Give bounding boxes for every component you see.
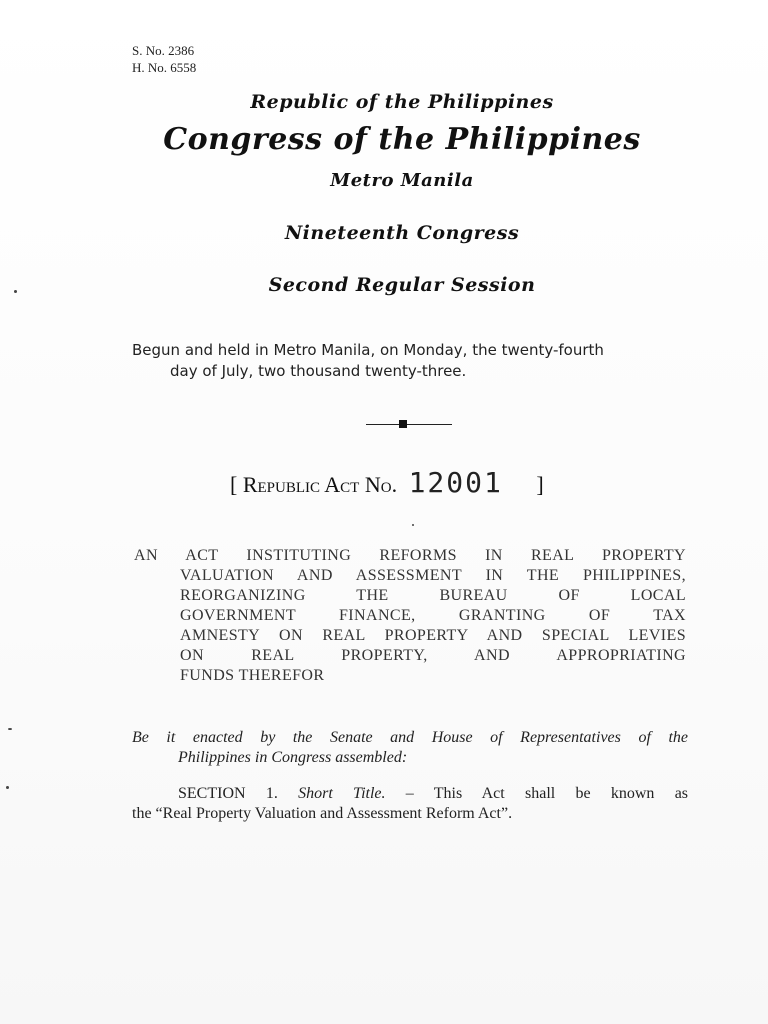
begun-line-1: Begun and held in Metro Manila, on Monday, the twenty-fourth [132,341,604,359]
scan-speck [8,728,12,730]
begun-line-2: day of July, two thousand twenty-three. [170,362,467,380]
section-1 [132,784,688,824]
ra-label: Republic Act No. [242,472,398,497]
begun-statement [132,340,692,382]
scan-speck [6,786,9,789]
act-title-line: VALUATION AND ASSESSMENT IN THE PHILIPPINES, [180,567,686,584]
section-divider [366,424,452,425]
act-title-line: FUNDS THEREFOR [180,667,325,684]
act-title-line: GOVERNMENT FINANCE, GRANTING OF TAX [180,607,686,624]
section-label: SECTION 1. [178,785,278,802]
enacting-line-1: Be it enacted by the Senate and House of Representatives of the [132,729,688,746]
section-1-line-1 [132,784,688,804]
session-heading: Second Regular Session [268,274,536,296]
bill-numbers [132,42,196,76]
congress-number-heading: Nineteenth Congress [284,222,520,244]
act-title-line: ON REAL PROPERTY, AND APPROPRIATING [180,647,686,664]
ra-number: 12001 [408,466,503,499]
act-title-line: AMNESTY ON REAL PROPERTY AND SPECIAL LEVIES [180,627,686,644]
congress-heading: Congress of the Philippines [163,122,641,157]
act-title-line: AN ACT INSTITUTING REFORMS IN REAL PROPERTY [134,547,686,564]
enacting-line-2: Philippines in Congress assembled: [178,749,408,766]
enacting-clause [132,728,688,768]
republic-heading: Republic of the Philippines [250,91,554,113]
senate-bill-number: S. No. 2386 [132,43,195,58]
act-title-line: REORGANIZING THE BUREAU OF LOCAL [180,587,686,604]
divider-ornament [399,420,407,428]
house-bill-number: H. No. 6558 [132,60,197,75]
location-heading: Metro Manila [330,170,474,191]
scan-speck [14,290,17,293]
ra-open-bracket: [ [230,472,238,497]
section-1-line-2: the “Real Property Valuation and Assessment Reform Act”. [132,805,513,822]
section-1-text: – This Act shall be known as [405,785,689,802]
ra-close-bracket: ] [536,472,544,497]
scan-speck [412,524,414,526]
section-heading: Short Title. [298,785,386,802]
act-title [134,546,686,686]
republic-act-line [230,466,544,499]
